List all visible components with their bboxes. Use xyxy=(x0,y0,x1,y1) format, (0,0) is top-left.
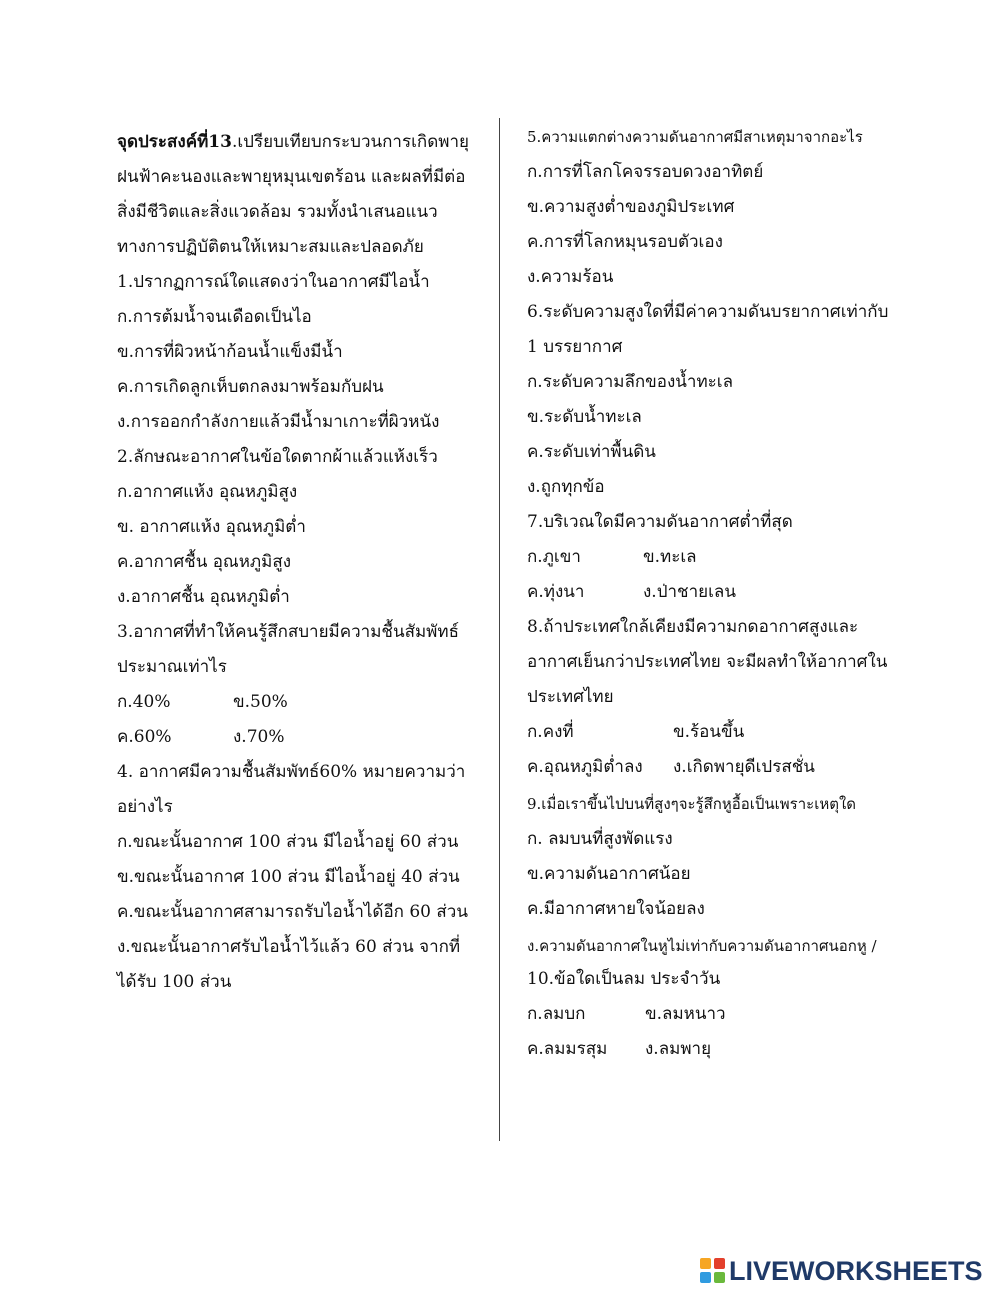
question-5: 5.ความแตกต่างความดันอากาศมีสาเหตุมาจากอะไร xyxy=(527,128,863,146)
question-3-cont: ประมาณเท่าไร xyxy=(117,657,227,677)
heading xyxy=(117,131,469,153)
option: ค.อุณหภูมิต่ำลง xyxy=(527,757,643,777)
column-divider xyxy=(499,118,500,1141)
question-8: 8.ถ้าประเทศใกล้เคียงมีความกดอากาศสูงและ xyxy=(527,617,859,637)
question-2: 2.ลักษณะอากาศในข้อใดตากผ้าแล้วแห้งเร็ว xyxy=(117,447,438,467)
option: ข.ร้อนขึ้น xyxy=(673,722,745,742)
option: ง.ความร้อน xyxy=(527,267,614,287)
option: ง.ถูกทุกข้อ xyxy=(527,477,605,497)
option: ง.อากาศชื้น อุณหภูมิต่ำ xyxy=(117,587,290,607)
logo-text: LIVEWORKSHEETS xyxy=(729,1255,983,1286)
heading-rest: .เปรียบเทียบกระบวนการเกิดพายุ xyxy=(231,132,469,152)
option: ง.ป่าชายเลน xyxy=(643,582,736,602)
left-line: ทางการปฏิบัติตนให้เหมาะสมและปลอดภัย xyxy=(117,237,424,257)
option: ข.ทะเล xyxy=(643,547,697,567)
option: ข.การที่ผิวหน้าก้อนน้ำแข็งมีน้ำ xyxy=(117,342,343,362)
question-8-cont: อากาศเย็นกว่าประเทศไทย จะมีผลทำให้อากาศใน xyxy=(527,652,888,672)
option: ง.การออกกำลังกายแล้วมีน้ำมาเกาะที่ผิวหนัง xyxy=(117,412,440,432)
question-4-cont: อย่างไร xyxy=(117,797,173,817)
option: ข.ความดันอากาศน้อย xyxy=(527,864,691,884)
option: ก.ลมบก xyxy=(527,1004,586,1024)
option: ค.ขณะนั้นอากาศสามารถรับไอน้ำได้อีก 60 ส่วน xyxy=(117,902,468,922)
left-line: ฝนฟ้าคะนองและพายุหมุนเขตร้อน และผลที่มีต่อ xyxy=(117,167,466,187)
question-6: 6.ระดับความสูงใดที่มีค่าความดันบรยากาศเท่ากับ xyxy=(527,302,889,322)
heading-bold: จุดประสงค์ที่13 xyxy=(117,132,232,152)
question-1: 1.ปรากฏการณ์ใดแสดงว่าในอากาศมีไอน้ำ xyxy=(117,272,430,292)
option: ค.ระดับเท่าพื้นดิน xyxy=(527,442,656,462)
option: ข.ลมหนาว xyxy=(645,1004,726,1024)
option: ข.50% xyxy=(233,692,288,712)
option: ค.มีอากาศหายใจน้อยลง xyxy=(527,899,705,919)
option: ก. ลมบนที่สูงพัดแรง xyxy=(527,829,673,849)
left-line: สิ่งมีชีวิตและสิ่งแวดล้อม รวมทั้งนำเสนอแนว xyxy=(117,202,438,222)
option: ข. อากาศแห้ง อุณหภูมิต่ำ xyxy=(117,517,306,537)
option: ก.คงที่ xyxy=(527,722,574,742)
option: ค.60% xyxy=(117,727,172,747)
option: ง.ขณะนั้นอากาศรับไอน้ำไว้แล้ว 60 ส่วน จากที่ xyxy=(117,937,461,957)
question-3: 3.อากาศที่ทำให้คนรู้สึกสบายมีความชื้นสัมพัทธ์ xyxy=(117,622,459,642)
question-9: 9.เมื่อเราขึ้นไปบนที่สูงๆจะรู้สึกหูอื้อเป็นเพราะเหตุใด xyxy=(527,795,857,813)
option: ก.การที่โลกโคจรรอบดวงอาทิตย์ xyxy=(527,162,764,182)
question-7: 7.บริเวณใดมีความดันอากาศต่ำที่สุด xyxy=(527,512,793,532)
option: ก.อากาศแห้ง อุณหภูมิสูง xyxy=(117,482,298,502)
option: ก.ขณะนั้นอากาศ 100 ส่วน มีไอน้ำอยู่ 60 ส่วน xyxy=(117,832,459,852)
option: ค.ทุ่งนา xyxy=(527,582,585,602)
option: ง.70% xyxy=(233,727,285,747)
logo-squares-icon xyxy=(700,1258,726,1284)
option: ง.ความดันอากาศในหูไม่เท่ากับความดันอากาศนอกหู / xyxy=(527,937,877,955)
option: ก.ภูเขา xyxy=(527,547,581,567)
option: ข.ระดับน้ำทะเล xyxy=(527,407,642,427)
option: ก.ระดับความลึกของน้ำทะเล xyxy=(527,372,734,392)
option: ง.เกิดพายุดีเปรสชั่น xyxy=(673,757,815,777)
option: ง.ลมพายุ xyxy=(645,1039,712,1059)
option: ค.การที่โลกหมุนรอบตัวเอง xyxy=(527,232,723,252)
question-6-cont: 1 บรรยากาศ xyxy=(527,337,623,357)
option: ก.การต้มน้ำจนเดือดเป็นไอ xyxy=(117,307,312,327)
question-4: 4. อากาศมีความชื้นสัมพัทธ์60% หมายความว่า xyxy=(117,762,466,782)
liveworksheets-logo[interactable] xyxy=(700,1254,983,1288)
option: ค.การเกิดลูกเห็บตกลงมาพร้อมกับฝน xyxy=(117,377,384,397)
option: ค.อากาศชื้น อุณหภูมิสูง xyxy=(117,552,292,572)
option: ก.40% xyxy=(117,692,171,712)
option-cont: ได้รับ 100 ส่วน xyxy=(117,972,232,992)
question-10: 10.ข้อใดเป็นลม ประจำวัน xyxy=(527,969,721,989)
option: ค.ลมมรสุม xyxy=(527,1039,608,1059)
option: ข.ความสูงต่ำของภูมิประเทศ xyxy=(527,197,735,217)
option: ข.ขณะนั้นอากาศ 100 ส่วน มีไอน้ำอยู่ 40 ส่วน xyxy=(117,867,460,887)
question-8-cont: ประเทศไทย xyxy=(527,687,614,707)
